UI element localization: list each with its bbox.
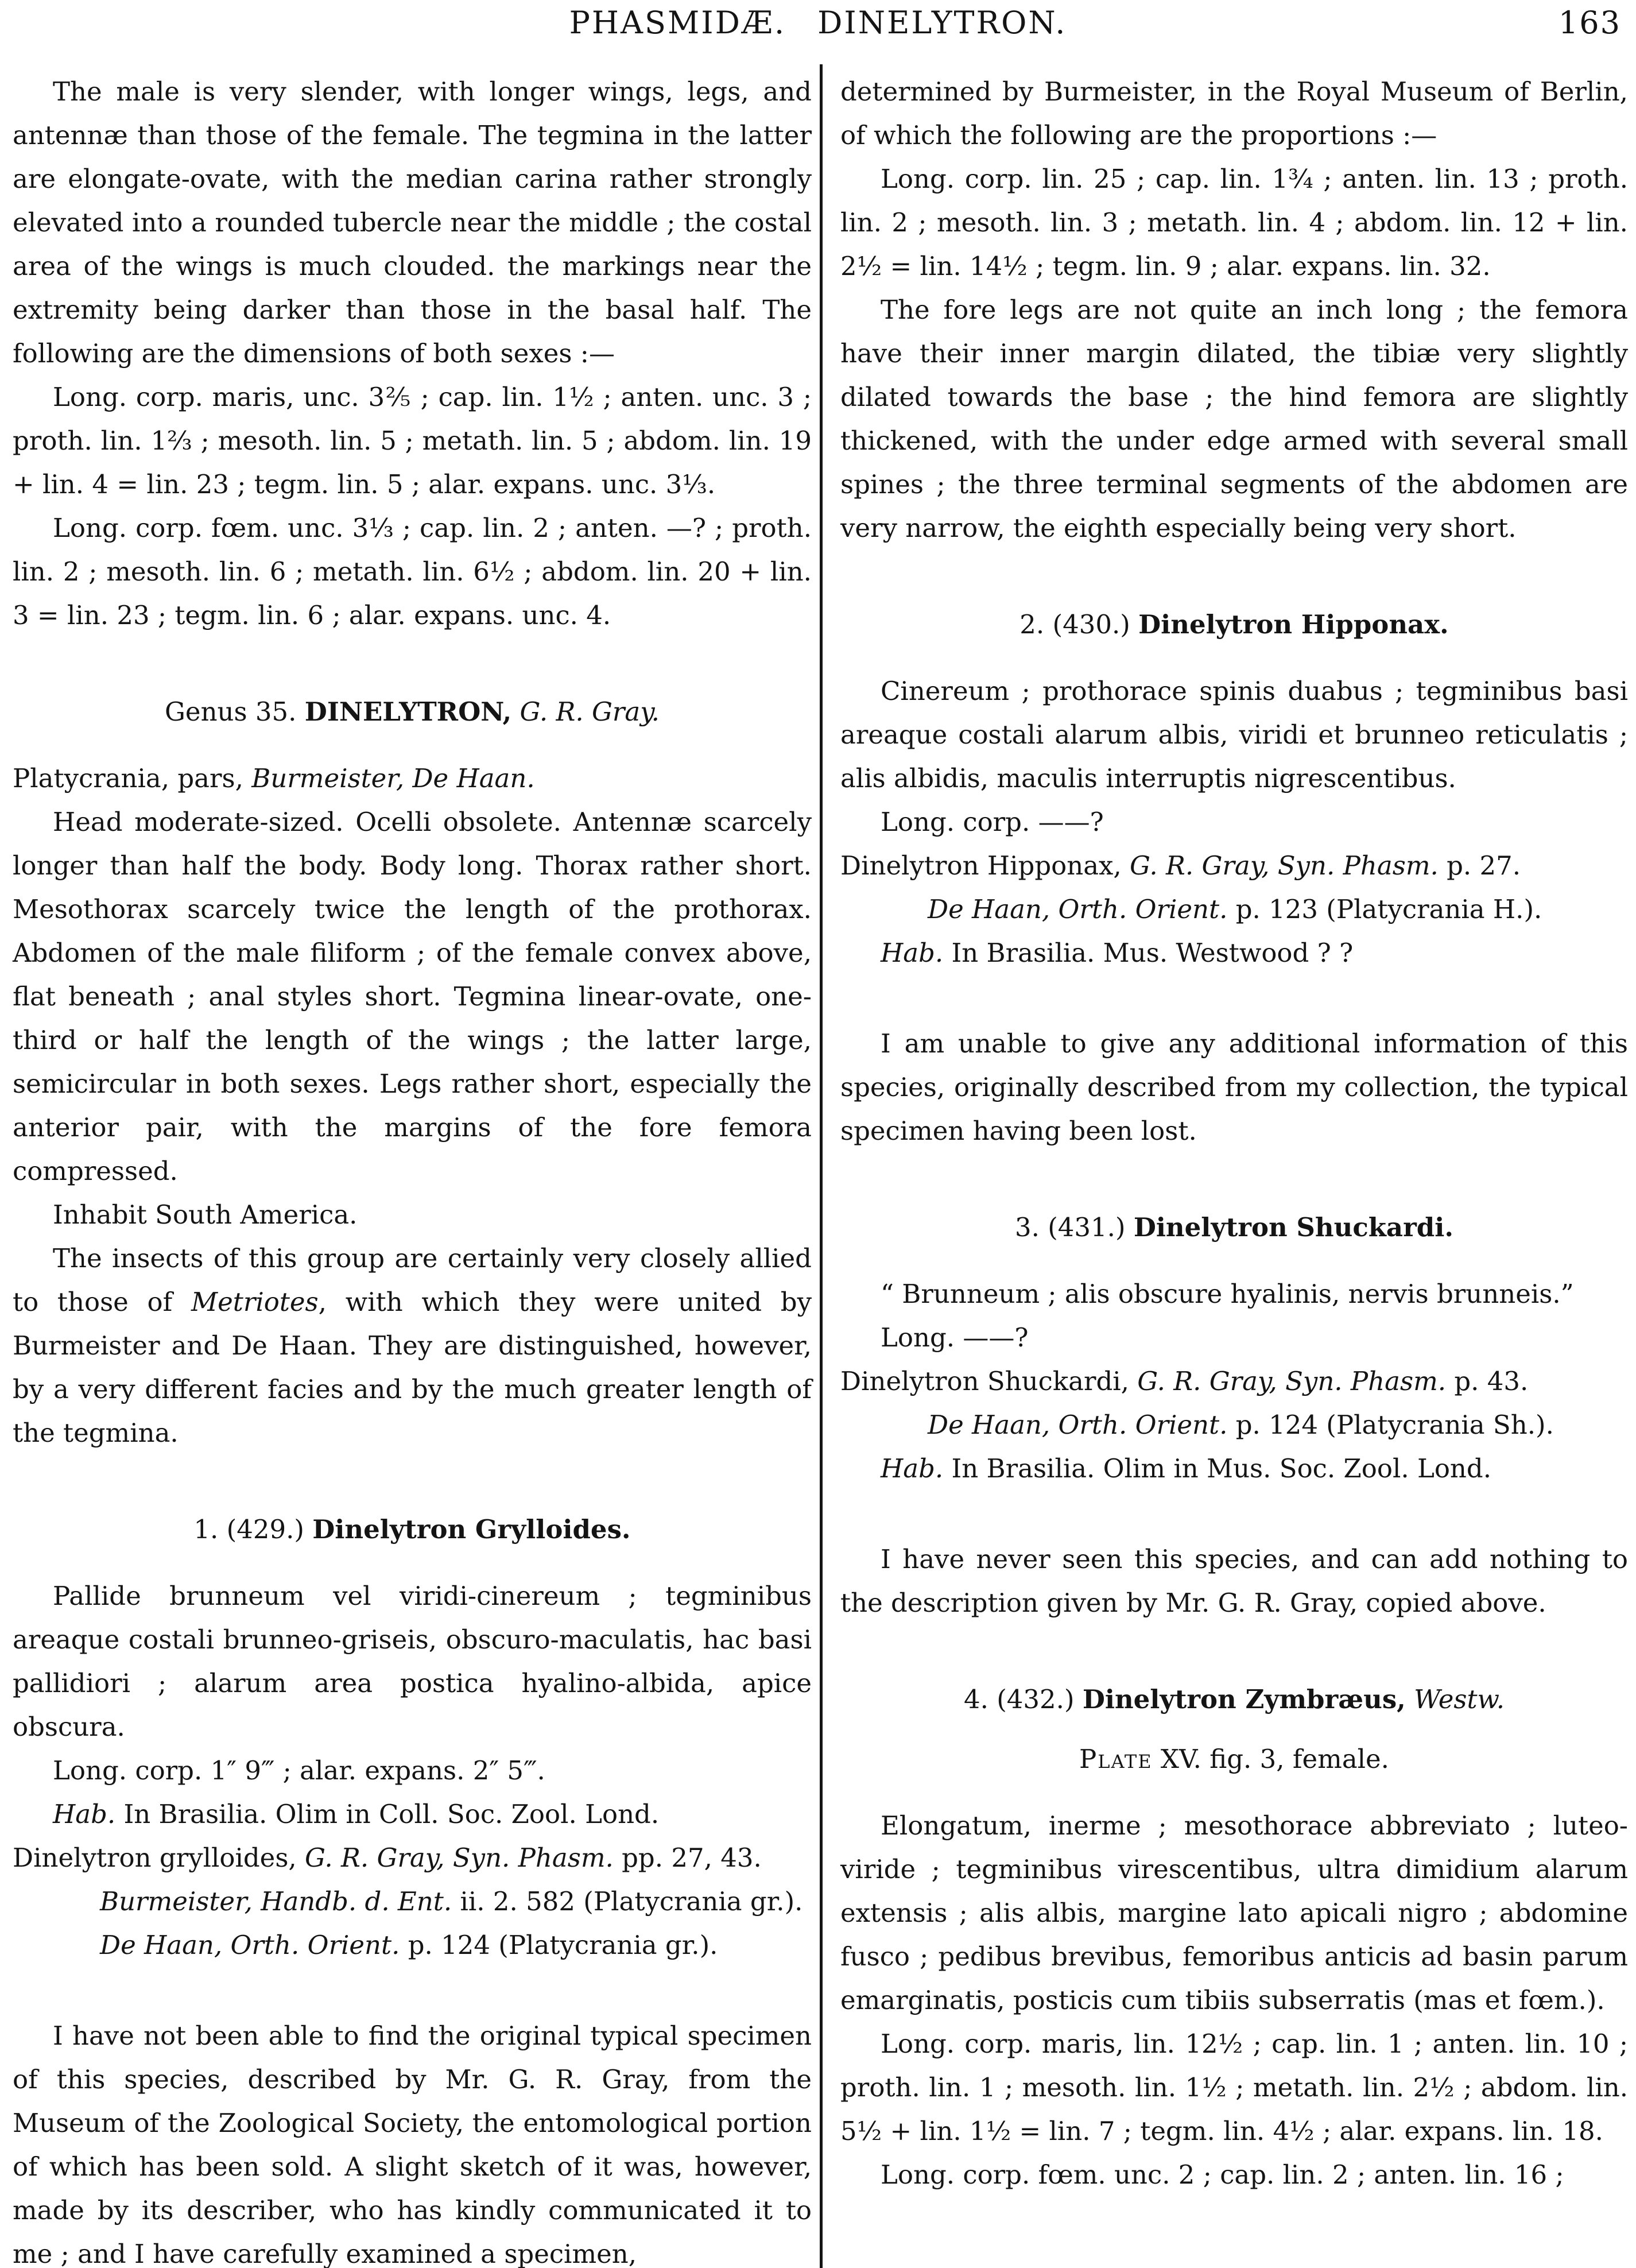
text-run: De Haan, Orth. Orient. bbox=[928, 1410, 1228, 1440]
text-run: 4. (432.) bbox=[963, 1684, 1083, 1714]
text-run: , with which they were united by Burmeister and De Haan. They are distinguished, however, by a very different facies and by the much greater length of the tegmina. bbox=[13, 1287, 812, 1448]
intro-paragraph bbox=[13, 70, 812, 376]
page-number: 163 bbox=[1558, 5, 1621, 41]
text-run: Pallide brunneum vel viridi-cinereum ; tegminibus areaque costali brunneo-griseis, obscuro-maculatis, hac basi pallidiori ; alarum area postica hyalino-albida, apice obscura. bbox=[13, 1581, 812, 1742]
text-run: I am unable to give any additional information of this species, originally described from my collection, the typical specimen having been lost. bbox=[840, 1028, 1628, 1146]
species-431-habitat bbox=[840, 1447, 1628, 1491]
text-run: Long. corp. ——? bbox=[881, 807, 1104, 837]
text-run: Long. ——? bbox=[881, 1322, 1029, 1353]
species-432-diagnosis bbox=[840, 1804, 1628, 2022]
text-run: determined by Burmeister, in the Royal Museum of Berlin, of which the following are the proportions :— bbox=[840, 76, 1628, 150]
text-run: p. 27. bbox=[1438, 850, 1521, 881]
text-run: G. R. Gray, Syn. Phasm. bbox=[1130, 850, 1439, 881]
species-432-dimensions-male bbox=[840, 2022, 1628, 2153]
species-heading-432 bbox=[840, 1678, 1628, 1721]
text-run: Plate bbox=[1079, 1744, 1153, 1774]
text-run: I have not been able to find the original typical specimen of this species, described by Mr. G. R. Gray, from the Museum of the Zoological Society, the entomological portion of which has been sold. A slight sketch of it was, however, made by its describer, who has kindly communicated it to me ; and I have carefully examined a specimen, bbox=[13, 2021, 812, 2268]
text-run: G. R. Gray, Syn. Phasm. bbox=[305, 1843, 614, 1873]
text-run: Inhabit South America. bbox=[53, 1199, 358, 1230]
species-heading-430 bbox=[840, 603, 1628, 647]
text-run: G. R. Gray. bbox=[511, 696, 660, 727]
text-run: p. 124 (Platycrania gr.). bbox=[400, 1930, 718, 1960]
text-run: Dinelytron Grylloides. bbox=[312, 1514, 631, 1545]
genus-description bbox=[13, 800, 812, 1193]
genus-synonymy bbox=[13, 757, 812, 800]
text-run: XV. fig. 3, female. bbox=[1152, 1744, 1389, 1774]
text-run: Elongatum, inerme ; mesothorace abbreviato ; luteo-viride ; tegminibus virescentibus, ultra dimidium alarum extensis ; alis albis, margine lato apicali nigro ; abdomine fusco ; pedibus brevibus, femoribus anticis ad basin parum emarginatis, posticis cum tibiis subserratis (mas et fœm.). bbox=[840, 1810, 1628, 2015]
text-run: Long. corp. fœm. unc. 2 ; cap. lin. 2 ; anten. lin. 16 ; bbox=[881, 2159, 1564, 2190]
text-run: p. 43. bbox=[1446, 1366, 1529, 1396]
species-429-discussion bbox=[13, 2014, 812, 2268]
text-run: pp. 27, 43. bbox=[613, 1843, 762, 1873]
text-run: The male is very slender, with longer wings, legs, and antennæ than those of the female. The tegmina in the latter are elongate-ovate, with the median carina rather strongly elevated into a rounded tubercle near the middle ; the costal area of the wings is much clouded. the markings near the extremity being darker than those in the basal half. The following are the dimensions of both sexes :— bbox=[13, 76, 812, 369]
dimensions-male bbox=[13, 376, 812, 506]
text-run: Burmeister, De Haan. bbox=[251, 763, 535, 794]
reference-line bbox=[840, 1360, 1628, 1403]
species-430-diagnosis bbox=[840, 669, 1628, 800]
text-run: In Brasilia. Olim in Coll. Soc. Zool. Lond. bbox=[115, 1799, 660, 1829]
species-430-discussion bbox=[840, 1022, 1628, 1153]
text-run: Head moderate-sized. Ocelli obsolete. Antennæ scarcely longer than half the body. Body long. Thorax rather short. Mesothorax scarcely twice the length of the prothorax. Abdomen of the male filiform ; of the female convex above, flat beneath ; anal styles short. Tegmina linear-ovate, one-third or half the length of the wings ; the latter large, semicircular in both sexes. Legs rather short, especially the anterior pair, with the margins of the fore femora compressed. bbox=[13, 807, 812, 1186]
genus-heading bbox=[13, 690, 812, 734]
genus-range bbox=[13, 1193, 812, 1237]
header-subsection-title: DINELYTRON. bbox=[817, 5, 1067, 41]
text-run: I have never seen this species, and can add nothing to the description given by Mr. G. R. Gray, copied above. bbox=[840, 1544, 1628, 1618]
column-divider-rule bbox=[820, 64, 823, 2268]
species-431-discussion bbox=[840, 1538, 1628, 1625]
species-431-dimensions bbox=[840, 1316, 1628, 1360]
header-section-title: PHASMIDÆ. bbox=[569, 5, 786, 41]
text-run: Hab. bbox=[53, 1799, 116, 1829]
right-column bbox=[840, 70, 1628, 2197]
text-run: Platycrania, pars, bbox=[13, 763, 252, 794]
text-run: Dinelytron Shuckardi. bbox=[1133, 1212, 1454, 1243]
reference-continuation bbox=[840, 888, 1628, 931]
text-run: De Haan, Orth. Orient. bbox=[100, 1930, 400, 1960]
text-run: 1. (429.) bbox=[193, 1514, 313, 1545]
reference-line bbox=[840, 844, 1628, 888]
text-run: In Brasilia. Olim in Mus. Soc. Zool. Lond. bbox=[943, 1453, 1492, 1484]
species-431-diagnosis bbox=[840, 1272, 1628, 1316]
text-run: Burmeister, Handb. d. Ent. bbox=[100, 1886, 452, 1917]
text-run: 3. (431.) bbox=[1014, 1212, 1134, 1243]
berlin-specimen-dimensions bbox=[840, 157, 1628, 288]
species-heading-429 bbox=[13, 1508, 812, 1551]
left-column bbox=[13, 70, 812, 2268]
dimensions-female bbox=[13, 506, 812, 637]
text-run: Metriotes bbox=[191, 1287, 319, 1317]
text-run: Dinelytron grylloides, bbox=[13, 1843, 305, 1873]
text-run: In Brasilia. Mus. Westwood ? ? bbox=[943, 938, 1354, 968]
reference-continuation bbox=[840, 1403, 1628, 1447]
reference-line bbox=[13, 1836, 812, 1880]
text-run: Dinelytron Zymbræus, bbox=[1082, 1684, 1406, 1714]
reference-continuation bbox=[13, 1880, 812, 1923]
text-run: The insects of this group are certainly very closely allied to those of bbox=[13, 1243, 812, 1317]
text-run: Cinereum ; prothorace spinis duabus ; tegminibus basi areaque costali alarum albis, viridi et brunneo reticulatis ; alis albidis, maculis interruptis nigrescentibus. bbox=[840, 676, 1628, 794]
text-run: Long. corp. 1″ 9‴ ; alar. expans. 2″ 5‴. bbox=[53, 1755, 545, 1786]
text-run: Dinelytron Hipponax, bbox=[840, 850, 1130, 881]
text-run: 2. (430.) bbox=[1019, 609, 1139, 640]
text-run: De Haan, Orth. Orient. bbox=[928, 894, 1228, 924]
text-run: DINELYTRON, bbox=[304, 696, 512, 727]
continuation-paragraph bbox=[840, 70, 1628, 157]
text-run: Dinelytron Hipponax. bbox=[1138, 609, 1449, 640]
text-run: Hab. bbox=[881, 1453, 944, 1484]
text-run: p. 123 (Platycrania H.). bbox=[1227, 894, 1542, 924]
text-run: Long. corp. maris, lin. 12½ ; cap. lin. 1 ; anten. lin. 10 ; proth. lin. 1 ; mesoth. lin. 1½ ; metath. lin. 2½ ; abdom. lin. 5½ + lin. 1½ = lin. 7 ; tegm. lin. 4½ ; alar. expans. lin. 18. bbox=[840, 2029, 1628, 2146]
reference-continuation bbox=[13, 1923, 812, 1967]
text-run: Long. corp. maris, unc. 3⅖ ; cap. lin. 1½ ; anten. unc. 3 ; proth. lin. 1⅔ ; mesoth. lin. 5 ; metath. lin. 5 ; abdom. lin. 19 + lin. 4 = lin. 23 ; tegm. lin. 5 ; alar. expans. unc. 3⅓. bbox=[13, 382, 812, 500]
fore-legs-paragraph bbox=[840, 288, 1628, 550]
text-run: G. R. Gray, Syn. Phasm. bbox=[1137, 1366, 1447, 1396]
species-432-dimensions-female bbox=[840, 2153, 1628, 2197]
species-430-habitat bbox=[840, 931, 1628, 975]
species-430-dimensions bbox=[840, 800, 1628, 844]
text-run: Westw. bbox=[1405, 1684, 1505, 1714]
species-429-diagnosis bbox=[13, 1574, 812, 1749]
text-run: “ Brunneum ; alis obscure hyalinis, nervis brunneis.” bbox=[881, 1279, 1574, 1309]
text-run: Long. corp. lin. 25 ; cap. lin. 1¾ ; anten. lin. 13 ; proth. lin. 2 ; mesoth. lin. 3 ; metath. lin. 4 ; abdom. lin. 12 + lin. 2½ = lin. 14½ ; tegm. lin. 9 ; alar. expans. lin. 32. bbox=[840, 164, 1628, 281]
genus-remarks bbox=[13, 1237, 812, 1455]
species-heading-431 bbox=[840, 1206, 1628, 1249]
text-run: ii. 2. 582 (Platycrania gr.). bbox=[452, 1886, 803, 1917]
plate-reference bbox=[840, 1737, 1628, 1781]
text-run: Genus 35. bbox=[164, 696, 305, 727]
text-run: Dinelytron Shuckardi, bbox=[840, 1366, 1138, 1396]
text-run: Long. corp. fœm. unc. 3⅓ ; cap. lin. 2 ; anten. —? ; proth. lin. 2 ; mesoth. lin. 6 ; metath. lin. 6½ ; abdom. lin. 20 + lin. 3 = lin. 23 ; tegm. lin. 6 ; alar. expans. unc. 4. bbox=[13, 513, 812, 630]
text-run: Hab. bbox=[881, 938, 944, 968]
species-429-habitat bbox=[13, 1793, 812, 1836]
species-429-dimensions bbox=[13, 1749, 812, 1793]
text-run: The fore legs are not quite an inch long ; the femora have their inner margin dilated, the tibiæ very slightly dilated towards the base ; the hind femora are slightly thickened, with the under edge armed with several small spines ; the three terminal segments of the abdomen are very narrow, the eighth especially being very short. bbox=[840, 295, 1628, 543]
running-header bbox=[0, 5, 1636, 41]
text-run: p. 124 (Platycrania Sh.). bbox=[1227, 1410, 1554, 1440]
